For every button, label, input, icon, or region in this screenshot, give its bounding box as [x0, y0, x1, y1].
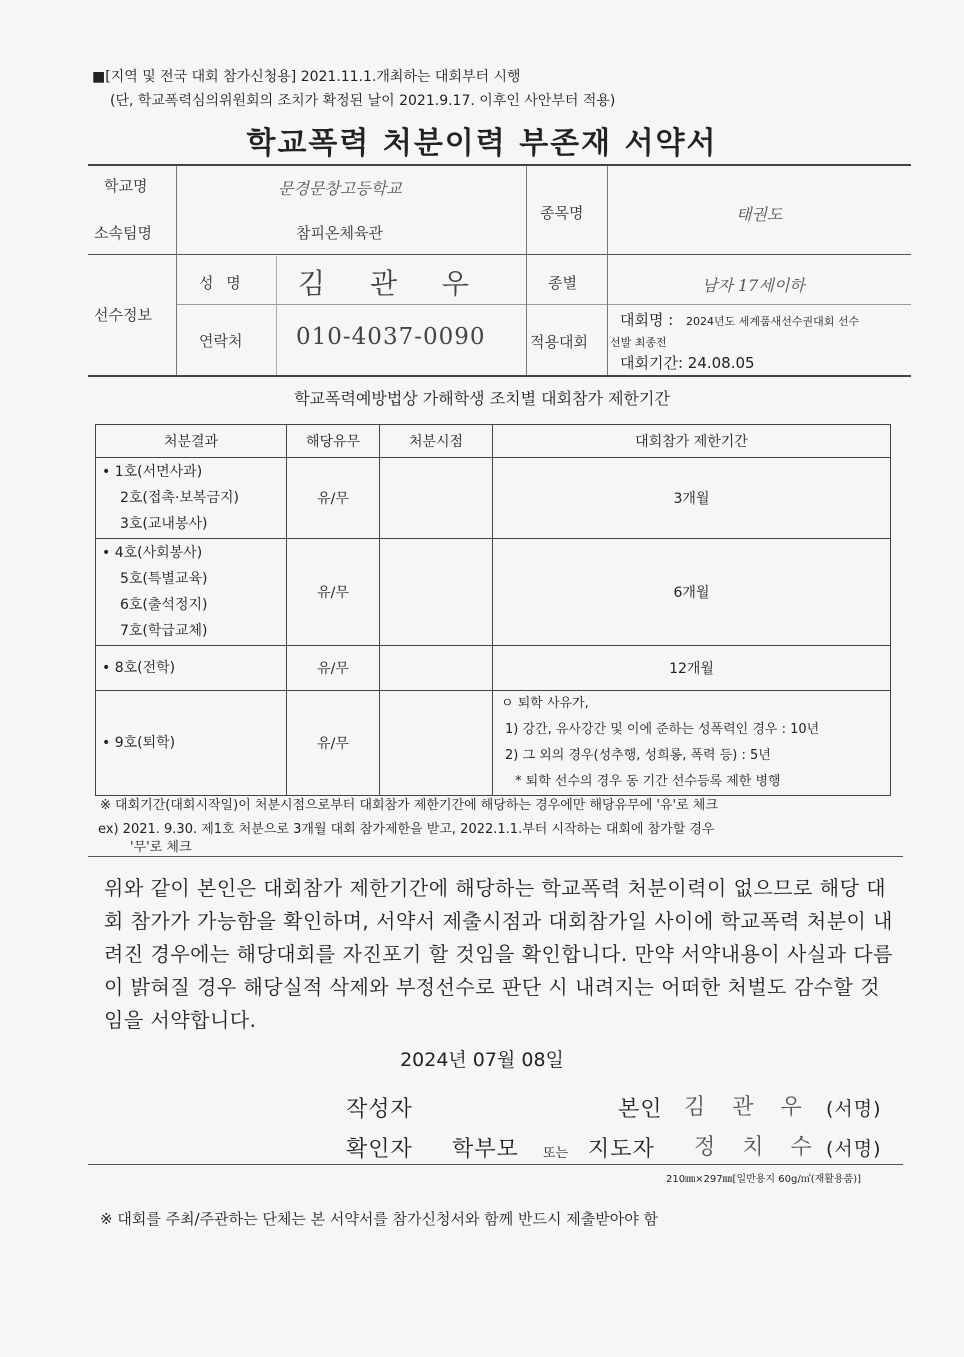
info-line [88, 254, 911, 255]
result-cell [96, 539, 287, 646]
confirmer-label: 확인자 [346, 1137, 413, 1162]
disposition-item: • 1호(서면사과) [102, 464, 203, 480]
table-row [96, 539, 891, 646]
document-title: 학교폭력 처분이력 부존재 서약서 [246, 126, 718, 161]
note-1: ※ 대회기간(대회시작일)이 처분시점으로부터 대회참가 제한기간에 해당하는 경우에만 해당유무에 '유'로 체크 [100, 798, 718, 813]
parent-label: 학부모 [452, 1137, 519, 1162]
header-result: 처분결과 [96, 425, 287, 458]
table-header-row [96, 425, 891, 458]
disposition-item: 5호(특별교육) [120, 571, 208, 587]
period-cell [493, 691, 891, 796]
footer-divider [88, 1164, 903, 1165]
disposition-item: 2호(접촉·보복금지) [120, 490, 239, 506]
team-value: 참피온체육관 [296, 224, 383, 242]
paper-spec: 210㎜×297㎜[일반용지 60g/㎡(재활용품)] [666, 1174, 862, 1185]
result-cell: • 9호(퇴학) [96, 691, 287, 796]
period-cell: 6개월 [493, 539, 891, 646]
timing-cell[interactable] [380, 458, 493, 539]
header-line-2: (단, 학교폭력심의위원회의 조치가 확정된 날이 2021.9.17. 이후인 사안부터 적용) [110, 93, 616, 109]
player-info-label: 선수정보 [94, 306, 152, 324]
disposition-item: 3호(교내봉사) [120, 516, 208, 532]
header-period: 대회참가 제한기간 [493, 425, 891, 458]
restriction-table [95, 424, 891, 796]
restriction-subtitle: 학교폭력예방법상 가해학생 조치별 대회참가 제한기간 [294, 389, 670, 408]
yn-checkbox[interactable]: 유/무 [287, 458, 380, 539]
expulsion-note: ㅇ 퇴학 사유가, [501, 696, 589, 711]
notes-divider [88, 856, 903, 857]
contact-label: 연락처 [199, 332, 243, 350]
or-label: 또는 [543, 1146, 569, 1161]
writer-label: 작성자 [346, 1097, 413, 1122]
event-value: 태권도 [736, 205, 783, 224]
writer-name: 김 관 우 [684, 1095, 812, 1120]
writer-sign[interactable]: (서명) [826, 1098, 882, 1120]
name-label: 성 명 [199, 274, 245, 292]
table-row [96, 458, 891, 539]
info-divider [176, 166, 177, 375]
yn-checkbox[interactable]: 유/무 [287, 539, 380, 646]
note-2: ex) 2021. 9.30. 제1호 처분으로 3개월 대회 참가제한을 받고, 2022.1.1.부터 시작하는 대회에 참가할 경우 [98, 822, 715, 837]
confirmer-name: 정 치 수 [694, 1135, 822, 1160]
timing-cell[interactable] [380, 691, 493, 796]
class-value: 남자 17세이하 [702, 276, 805, 295]
school-value: 문경문창고등학교 [278, 179, 402, 198]
class-label: 종별 [548, 274, 577, 292]
comp-name-value-2: 선발 최종전 [610, 336, 667, 349]
table-row [96, 691, 891, 796]
contact-value: 010-4037-0090 [296, 324, 486, 350]
note-3: '무'로 체크 [130, 840, 192, 855]
period-cell: 12개월 [493, 646, 891, 691]
comp-period: 대회기간: 24.08.05 [620, 354, 755, 372]
result-cell [96, 458, 287, 539]
event-label: 종목명 [540, 204, 584, 222]
confirmer-sign[interactable]: (서명) [826, 1138, 882, 1160]
header-yn: 해당유무 [287, 425, 380, 458]
yn-checkbox[interactable]: 유/무 [287, 691, 380, 796]
timing-cell[interactable] [380, 646, 493, 691]
info-line [176, 304, 911, 305]
disposition-item: 6호(출석정지) [120, 597, 208, 613]
disposition-item: • 4호(사회봉사) [102, 545, 203, 561]
info-divider [276, 256, 277, 375]
self-label: 본인 [618, 1097, 663, 1122]
expulsion-note: * 퇴학 선수의 경우 동 기간 선수등록 제한 병행 [515, 774, 781, 789]
applied-comp-label: 적용대회 [530, 333, 588, 351]
pledge-text: 위와 같이 본인은 대회참가 제한기간에 해당하는 학교폭력 처분이력이 없으므로 해당 대회 참가가 가능함을 확인하며, 서약서 제출시점과 대회참가일 사이에 학교폭력 처분이 내려진 경우에는 해당대회를 자진포기 할 것임을 확인합니다. 만약 서약내용이 사실과 다름이 밝혀질 경우 해당실적 삭제와 부정선수로 판단 시 내려지는 어떠한 처벌도 감수할 것임을 서약합니다. [104, 876, 893, 1032]
disposition-item: 7호(학급교체) [120, 623, 208, 639]
period-cell: 3개월 [493, 458, 891, 539]
info-bottom-border [88, 375, 911, 377]
coach-label: 지도자 [588, 1137, 655, 1162]
name-value: 김 관 우 [298, 267, 487, 300]
result-cell: • 8호(전학) [96, 646, 287, 691]
table-row [96, 646, 891, 691]
header-line-1: ■[지역 및 전국 대회 참가신청용] 2021.11.1.개최하는 대회부터 시행 [92, 69, 521, 85]
pledge-date: 2024년 07월 08일 [400, 1049, 564, 1071]
footer-note: ※ 대회를 주최/주관하는 단체는 본 서약서를 참가신청서와 함께 반드시 제출받아야 함 [100, 1210, 658, 1228]
timing-cell[interactable] [380, 539, 493, 646]
info-divider [607, 166, 608, 375]
info-top-border [88, 164, 911, 166]
comp-name-label: 대회명 : [620, 311, 674, 329]
expulsion-note: 1) 강간, 유사강간 및 이에 준하는 성폭력인 경우 : 10년 [505, 722, 820, 737]
header-timing: 처분시점 [380, 425, 493, 458]
school-label: 학교명 [104, 177, 148, 195]
info-divider [526, 166, 527, 375]
yn-checkbox[interactable]: 유/무 [287, 646, 380, 691]
expulsion-note: 2) 그 외의 경우(성추행, 성희롱, 폭력 등) : 5년 [505, 748, 771, 763]
team-label: 소속팀명 [94, 224, 152, 242]
comp-name-value: 2024년도 세계품새선수권대회 선수 [686, 315, 860, 328]
